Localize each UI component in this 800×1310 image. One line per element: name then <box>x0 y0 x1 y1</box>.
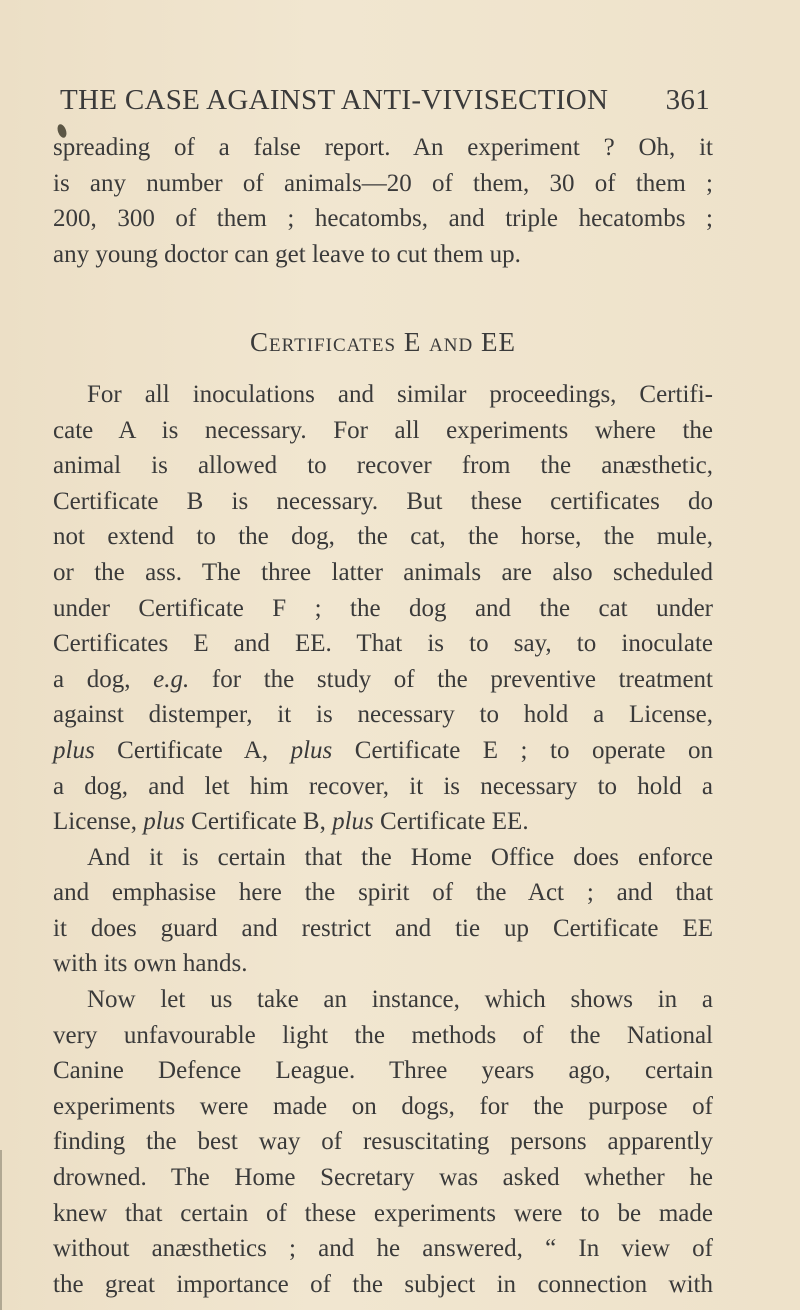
text-line: Now let us take an instance, which shows in a <box>87 986 713 1014</box>
text-line: cate A is necessary. For all experiments where the <box>53 416 713 444</box>
text-line: very unfavourable light the methods of the National <box>53 1021 713 1049</box>
text-line: finding the best way of resuscitating persons apparently <box>53 1128 713 1156</box>
text-line: or the ass. The three latter animals are also scheduled <box>53 558 713 586</box>
text-line: knew that certain of these experiments were to be made <box>53 1199 713 1227</box>
paragraph <box>53 377 713 840</box>
running-header <box>60 78 710 124</box>
text-line: spreading of a false report. An experiment ? Oh, it <box>53 134 713 161</box>
text-line: animal is allowed to recover from the anæsthetic, <box>53 452 713 480</box>
text-line: 200, 300 of them ; hecatombs, and triple hecatombs ; <box>53 205 713 233</box>
paragraph <box>53 130 713 272</box>
text-line: without anæsthetics ; and he answered, “ In view of <box>53 1235 713 1263</box>
text-line: experiments were made on dogs, for the purpose of <box>53 1092 713 1120</box>
text-line: any young doctor can get leave to cut them up. <box>53 240 521 268</box>
text-line: and emphasise here the spirit of the Act ; and that <box>53 879 713 907</box>
running-title: THE CASE AGAINST ANTI-VIVISECTION <box>60 84 609 116</box>
text-line: a dog, e.g. for the study of the preventive treatment <box>53 665 713 693</box>
page-number: 361 <box>665 84 710 116</box>
text-line: License, plus Certificate B, plus Certificate EE. <box>53 808 529 836</box>
body-text <box>53 130 713 1302</box>
text-line: not extend to the dog, the cat, the horse, the mule, <box>53 523 713 551</box>
text-line: Canine Defence League. Three years ago, certain <box>53 1057 713 1085</box>
text-line: And it is certain that the Home Office does enforce <box>87 843 713 871</box>
text-line: Certificate B is necessary. But these certificates do <box>53 487 713 515</box>
text-line: under Certificate F ; the dog and the cat under <box>53 594 713 622</box>
text-line: drowned. The Home Secretary was asked whether he <box>53 1164 713 1192</box>
text-line: Certificates E and EE. That is to say, to inoculate <box>53 630 713 658</box>
paragraph <box>53 840 713 982</box>
text-line: the great importance of the subject in connection with <box>53 1270 713 1298</box>
text-line: against distemper, it is necessary to hold a License, <box>53 701 713 729</box>
paragraph <box>53 982 713 1302</box>
text-line: a dog, and let him recover, it is necessary to hold a <box>53 772 713 800</box>
text-line: plus Certificate A, plus Certificate E ; to operate on <box>53 736 714 764</box>
page-edge-mark <box>0 1150 2 1310</box>
section-heading: Certificates E and EE <box>250 327 516 358</box>
text-line: with its own hands. <box>53 950 248 978</box>
text-line: For all inoculations and similar proceedings, Certifi- <box>87 380 713 408</box>
text-line: it does guard and restrict and tie up Certificate EE <box>53 914 713 942</box>
text-line: is any number of animals—20 of them, 30 of them ; <box>53 169 713 197</box>
